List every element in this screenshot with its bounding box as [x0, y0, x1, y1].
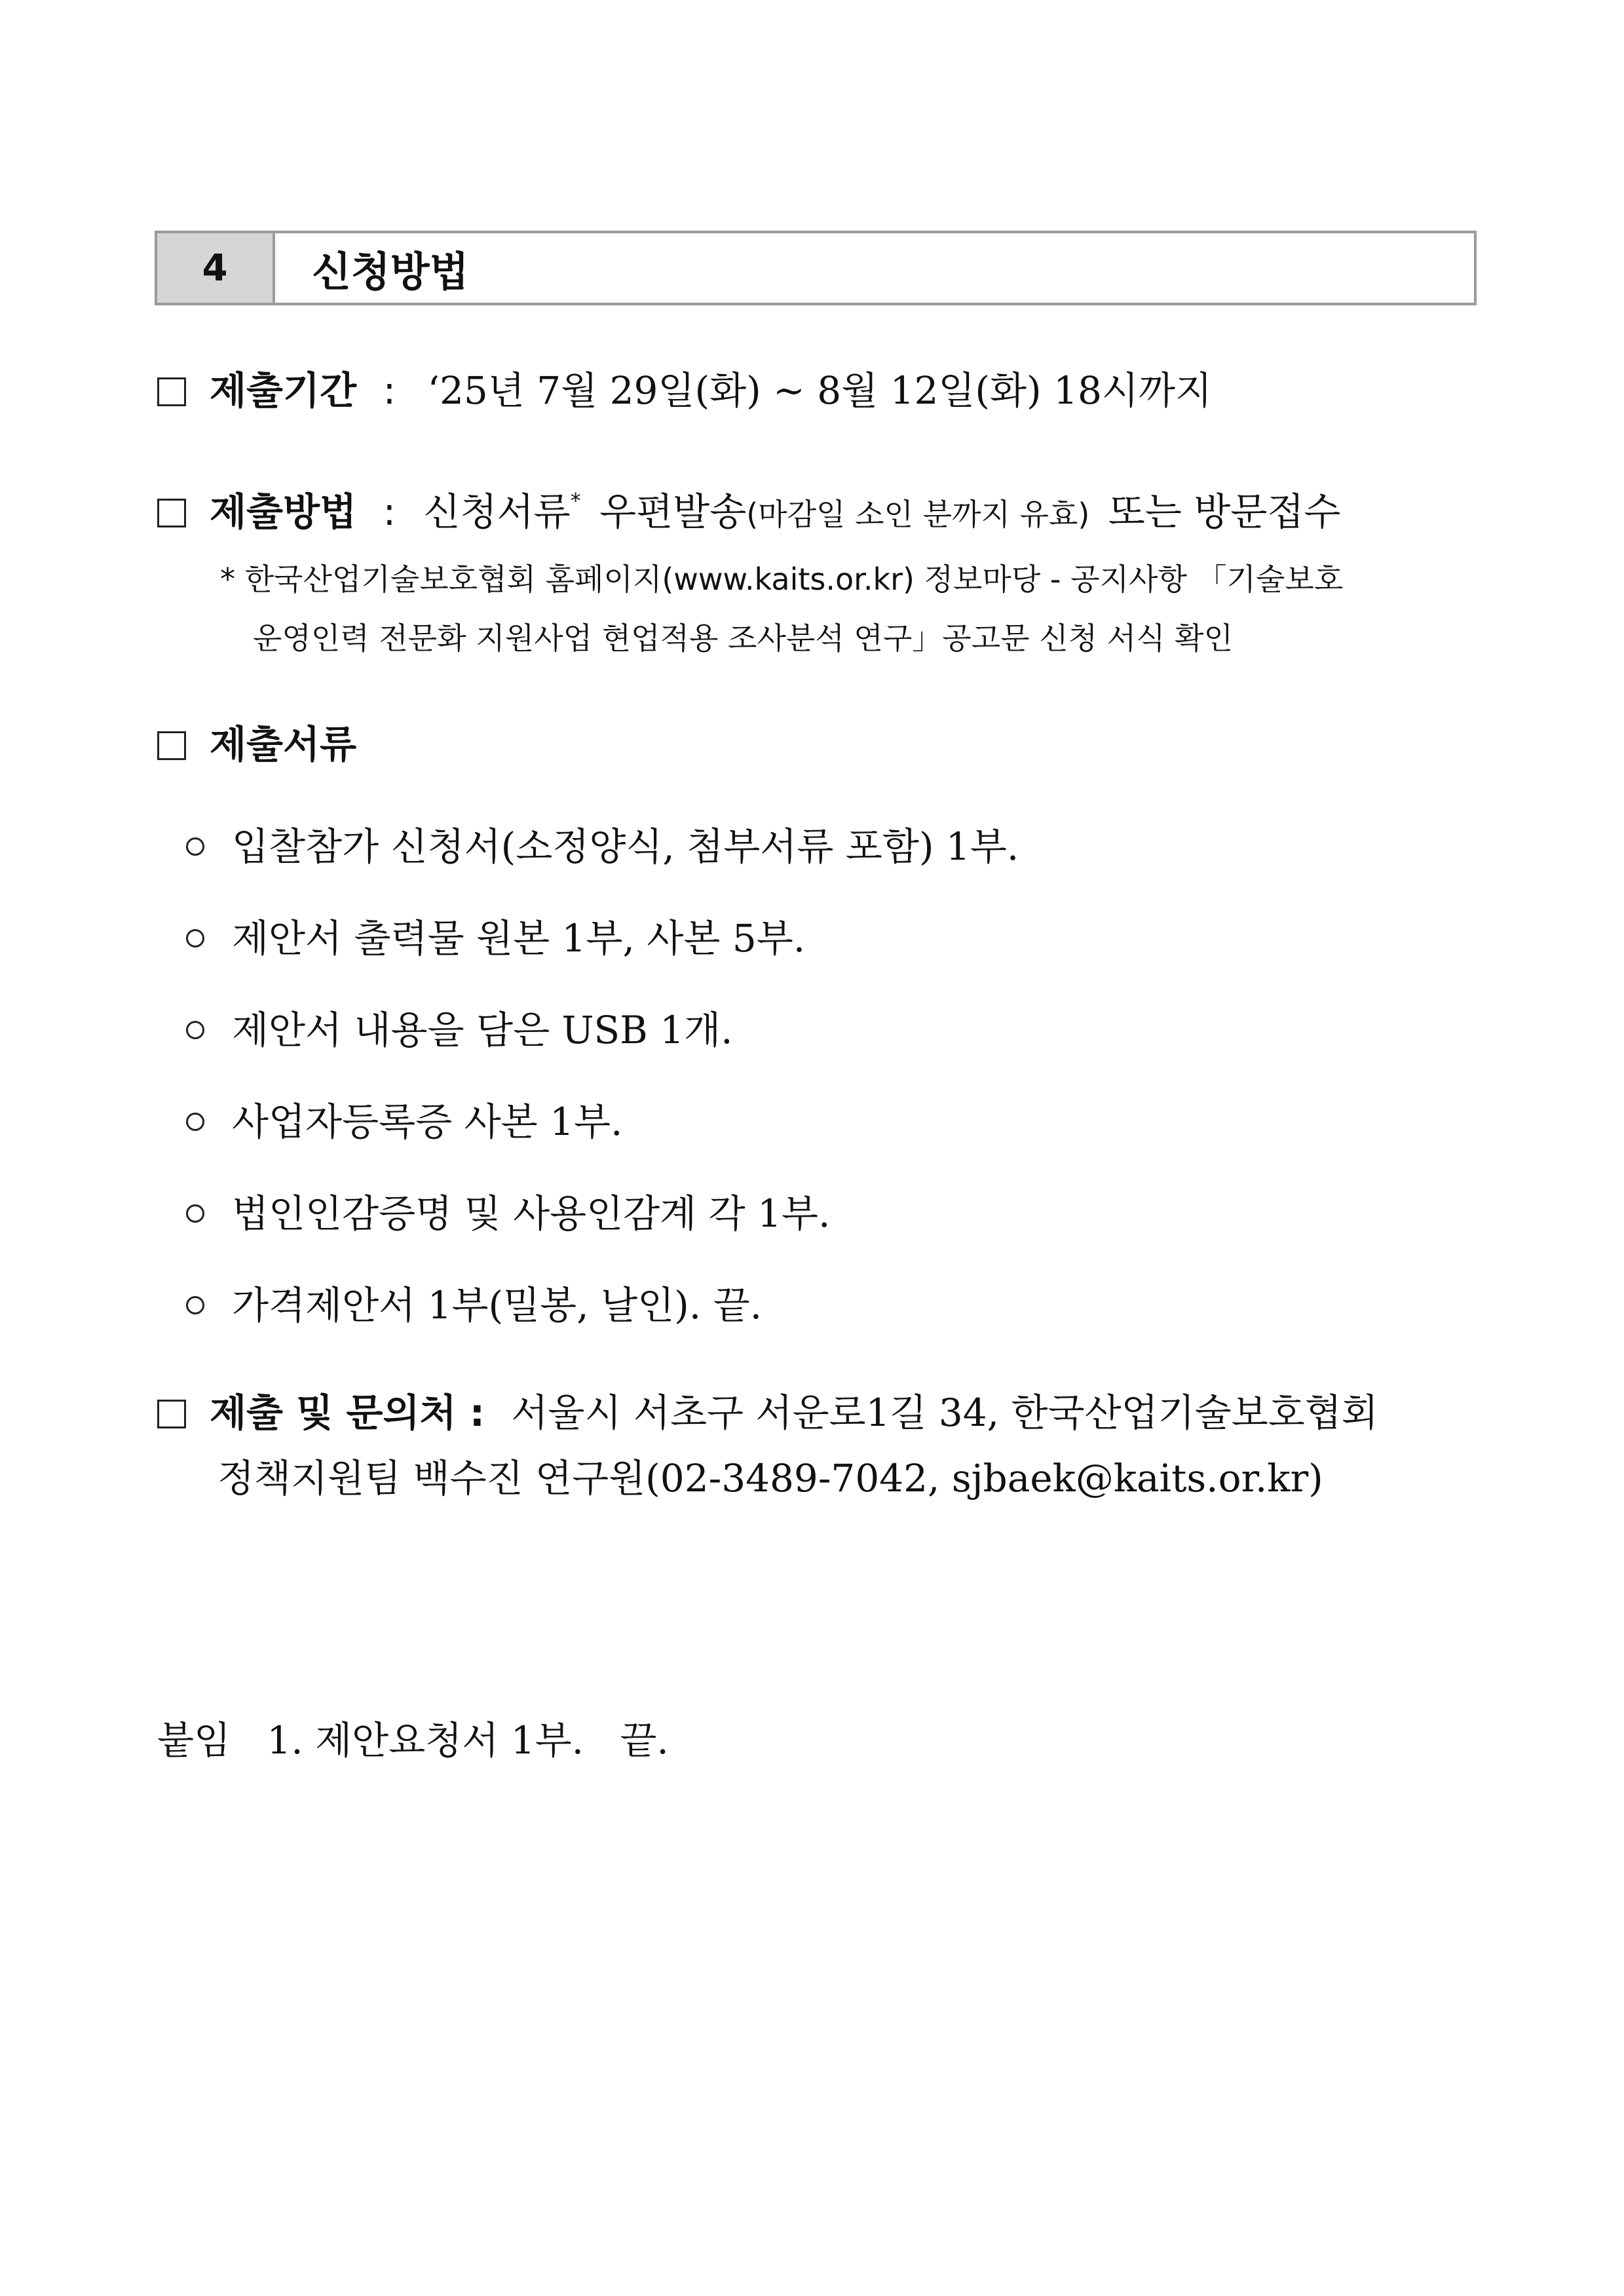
checkbox-icon: [157, 1400, 186, 1428]
method-note-line1: * 한국산업기술보호협회 홈페이지(www.kaits.or.kr) 정보마당 - 공지사항 「기술보호: [220, 562, 1344, 597]
method-docs: 신청서류: [423, 489, 571, 534]
list-item: 제안서 출력물 원본 1부, 사본 5부.: [186, 915, 805, 962]
list-item: 가격제안서 1부(밀봉, 날인). 끝.: [186, 1282, 762, 1329]
method-line: [157, 477, 1340, 538]
bullet-circle-icon: [186, 837, 204, 856]
method-alt: 또는 방문접수: [1108, 489, 1341, 534]
bullet-circle-icon: [186, 1296, 204, 1314]
checkbox-icon: [157, 377, 186, 406]
section-title: 신청방법: [312, 247, 469, 296]
list-item: 제안서 내용을 담은 USB 1개.: [186, 1006, 733, 1054]
contact-line: [157, 1389, 1378, 1436]
bullet-circle-icon: [186, 929, 204, 947]
method-note-line2: 운영인력 전문화 지원사업 현업적용 조사분석 연구」공고문 신청 서식 확인: [253, 621, 1234, 656]
attachment-line: 붙임 1. 제안요청서 1부. 끝.: [157, 1718, 669, 1763]
period-line: [157, 367, 1212, 414]
list-item: 사업자등록증 사본 1부.: [186, 1098, 622, 1145]
period-value: ‘25년 7월 29일(화) ~ 8월 12일(화) 18시까지: [427, 368, 1213, 413]
bullet-circle-icon: [186, 1113, 204, 1131]
list-item: 입찰참가 신청서(소정양식, 첨부서류 포함) 1부.: [186, 823, 1019, 870]
documents-line: [157, 721, 356, 768]
bullet-circle-icon: [186, 1204, 204, 1223]
period-sep: :: [383, 368, 396, 413]
method-note-inline: (마감일 소인 분까지 유효): [746, 497, 1090, 532]
method-sep: :: [383, 489, 396, 534]
period-label: 제출기간: [210, 368, 357, 413]
documents-label: 제출서류: [210, 722, 357, 767]
contact-address: 서울시 서초구 서운로1길 34, 한국산업기술보호협회: [511, 1390, 1378, 1435]
contact-person: 정책지원팀 백수진 연구원(02-3489-7042, sjbaek@kaits.or.kr): [217, 1456, 1323, 1501]
list-item: 법인인감증명 및 사용인감계 각 1부.: [186, 1190, 830, 1237]
contact-label: 제출 및 문의처 :: [210, 1390, 485, 1435]
checkbox-icon: [157, 499, 186, 527]
section-header: [155, 231, 1477, 305]
method-label: 제출방법: [210, 489, 357, 534]
method-post: 우편발송: [599, 489, 747, 534]
bullet-circle-icon: [186, 1021, 204, 1039]
checkbox-icon: [157, 731, 186, 760]
section-number: 4: [157, 233, 275, 303]
method-footnote-mark: *: [570, 488, 581, 513]
